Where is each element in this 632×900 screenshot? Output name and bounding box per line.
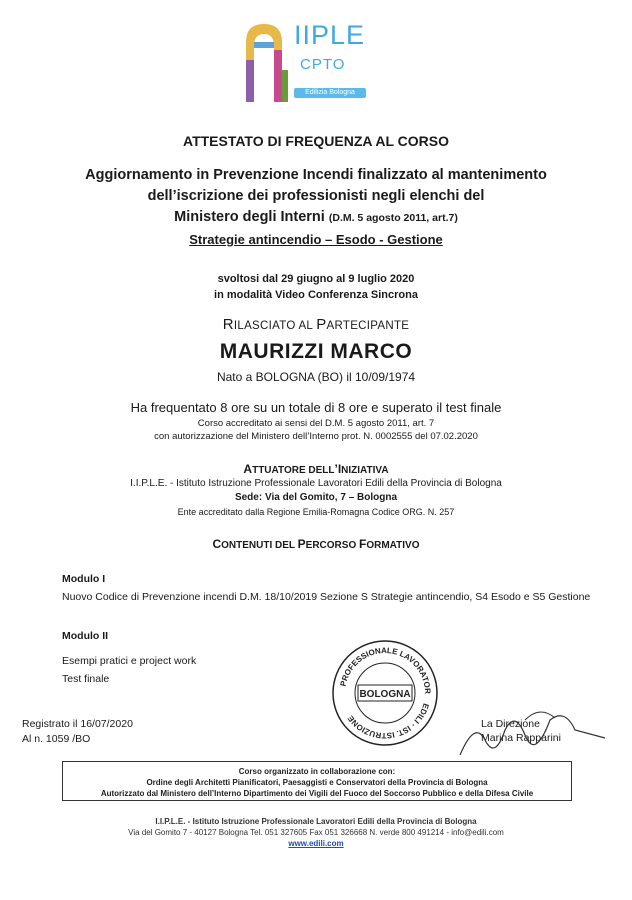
director-signature — [455, 700, 615, 760]
accreditation-info: Corso accreditato ai sensi del D.M. 5 agosto 2011, art. 7 con autorizzazione del Ministero dell’Interno prot. N. 0002555 del 07.02.2020 — [154, 418, 478, 442]
footer — [0, 816, 632, 849]
svg-text:EDILI · IST. ISTRUZIONE: EDILI · IST. ISTRUZIONE — [345, 702, 431, 741]
attuatore-heading: ATTUATORE DELL’INIZIATIVA — [243, 462, 389, 476]
course-dates: svoltosi dal 29 giugno al 9 luglio 2020 in modalità Video Conferenza Sincrona — [214, 273, 418, 301]
website-link[interactable]: www.edili.com — [288, 839, 344, 848]
module-1-item: Nuovo Codice di Prevenzione incendi D.M. 18/10/2019 Sezione S Strategie antincendio, S4 Esodo e S5 Gestione — [62, 591, 591, 603]
participant-birth: Nato a BOLOGNA (BO) il 10/09/1974 — [216, 370, 416, 384]
course-title — [0, 165, 632, 250]
page-title: ATTESTATO DI FREQUENZA AL CORSO — [183, 133, 449, 149]
footer-org: I.I.P.L.E. - Istituto Istruzione Professionale Lavoratori Edili della Provincia di Bologna — [155, 817, 477, 826]
module-2-item-2: Test finale — [62, 673, 110, 685]
attendance-summary: Ha frequentato 8 ore su un totale di 8 ore e superato il test finale — [130, 400, 502, 415]
signature-name: Marina Rapparini — [481, 732, 561, 744]
logo-main-text: IIPLE — [294, 20, 366, 50]
stamp-center-text: BOLOGNA — [359, 689, 411, 700]
module-2-item-1: Esempi pratici e project work — [62, 655, 197, 667]
collaboration-box — [62, 761, 572, 801]
logo-arch-icon — [242, 20, 292, 106]
logo-tag: Edilizia Bologna — [294, 88, 366, 98]
course-line-3: Ministero degli Interni (D.M. 5 agosto 2011, art.7) — [174, 209, 458, 225]
course-line-2: dell’iscrizione dei professionisti negli elenchi del — [147, 188, 485, 204]
participant-heading: RILASCIATO AL PARTECIPANTE — [222, 316, 410, 333]
attuatore-details: I.I.P.L.E. - Istituto Istruzione Professionale Lavoratori Edili della Provincia di Bologna Sede: Via del Gomito, 7 – Bologna Ente accreditato dalla Regione Emilia-Romagna Codice ORG. N. 257 — [130, 478, 502, 517]
course-line-1: Aggiornamento in Prevenzione Incendi finalizzato al mantenimento — [85, 167, 547, 183]
stamp-icon — [330, 638, 440, 748]
contenuti-heading: CONTENUTI DEL PERCORSO FORMATIVO — [212, 537, 420, 551]
collab-line-2: Ordine degli Architetti Pianificatori, Paesaggisti e Conservatori della Provincia di Bologna — [146, 778, 488, 787]
module-2-title: Modulo II — [62, 630, 109, 642]
iiple-logo — [242, 20, 382, 106]
module-1-title: Modulo I — [62, 573, 106, 585]
registration-info: Registrato il 16/07/2020 Al n. 1059 /BO — [22, 718, 133, 745]
official-stamp — [330, 638, 440, 748]
signature-scribble-icon — [455, 700, 615, 760]
footer-contacts: Via del Gomito 7 - 40127 Bologna Tel. 051 327605 Fax 051 326668 N. verde 800 491214 - info@edili.com — [128, 828, 504, 837]
collab-line-3: Autorizzato dal Ministero dell’Interno Dipartimento dei Vigili del Fuoco del Soccorso Pubblico e della Difesa Civile — [100, 789, 534, 798]
signature-role: La Direzione — [481, 718, 540, 730]
svg-text:PROFESSIONALE LAVORATORI: PROFESSIONALE LAVORATOR — [338, 645, 433, 695]
course-subtitle: Strategie antincendio – Esodo - Gestione — [189, 232, 443, 247]
participant-name: MAURIZZI MARCO — [219, 340, 413, 363]
collab-line-1: Corso organizzato in collaborazione con: — [238, 767, 396, 776]
logo-sub-text: CPTO — [300, 56, 346, 73]
